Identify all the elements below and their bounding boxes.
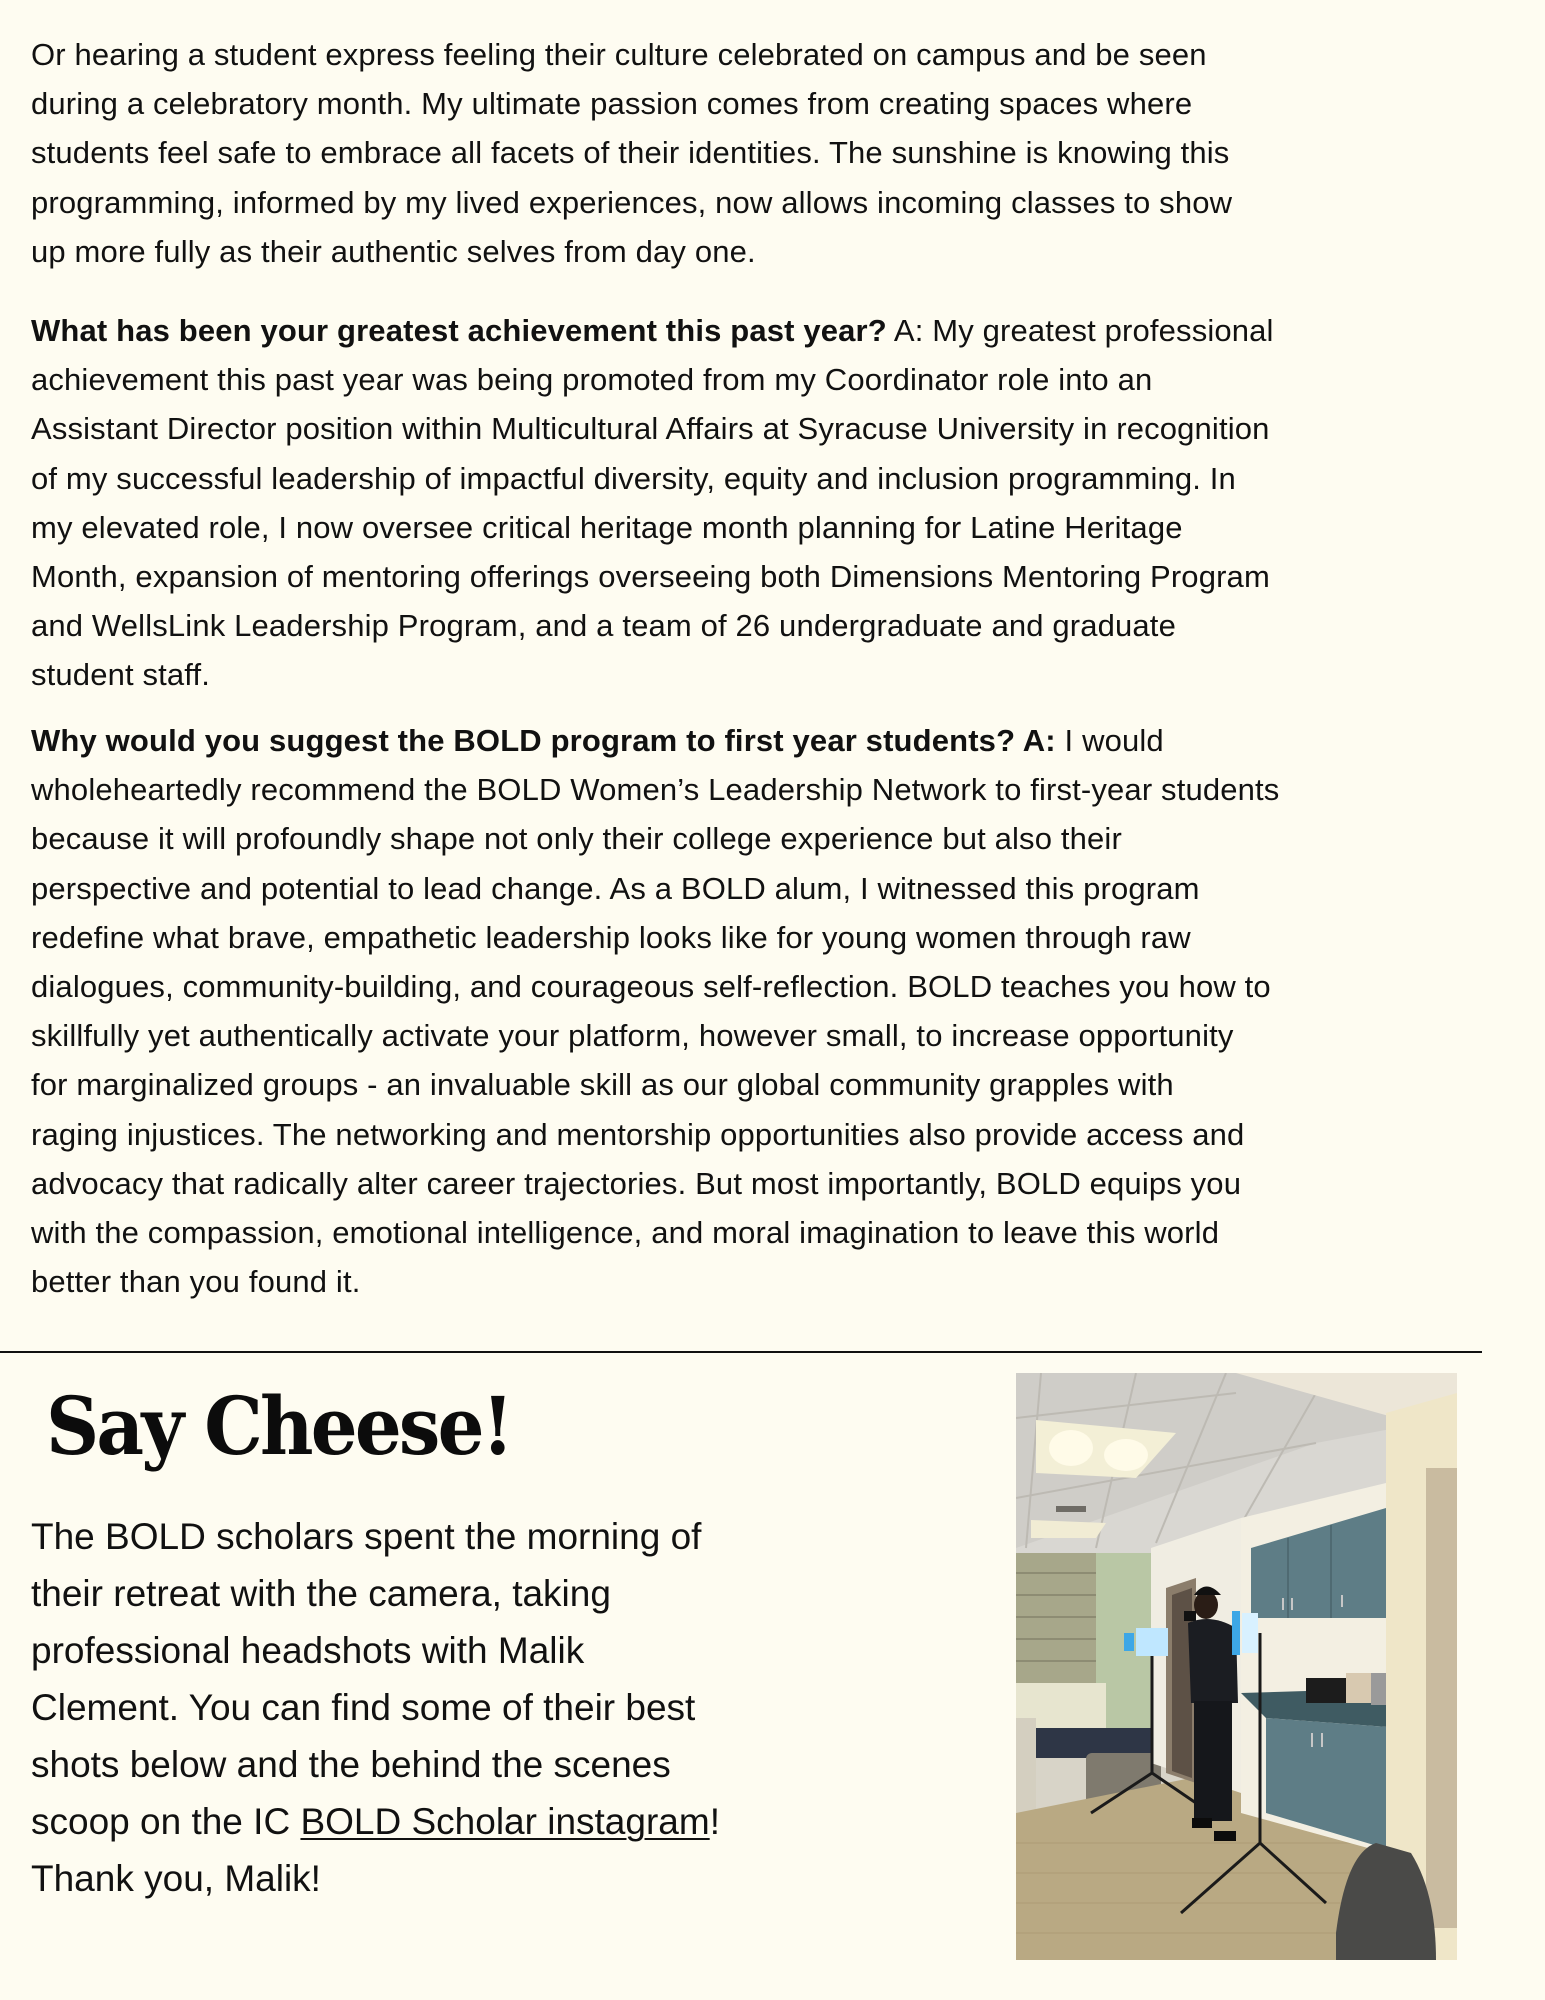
ceiling-light-small: [1031, 1520, 1106, 1538]
led-panel-right: [1242, 1613, 1258, 1653]
text-line: advocacy that radically alter career trajectories. But most importantly, BOLD equips you: [31, 1165, 1242, 1201]
text-line: [31, 1793, 720, 1850]
text-line: [31, 306, 1531, 355]
text-line: Month, expansion of mentoring offerings overseeing both Dimensions Mentoring Program: [31, 559, 1270, 595]
camera: [1184, 1611, 1196, 1621]
text-line: programming, informed by my lived experiences, now allows incoming classes to show: [31, 184, 1233, 220]
cabinet-handle: [1311, 1733, 1313, 1747]
say-cheese-body: [31, 1508, 720, 1907]
answer-text: A: My greatest professional: [886, 313, 1274, 348]
section-divider: [0, 1351, 1482, 1353]
text-line: for marginalized groups - an invaluable skill as our global community grapples with: [31, 1067, 1174, 1103]
article-paragraph-continued: [31, 30, 1531, 276]
link-prefix: scoop on the IC: [31, 1801, 301, 1842]
text-line: better than you found it.: [31, 1264, 361, 1300]
text-line: Thank you, Malik!: [31, 1858, 321, 1899]
text-line: with the compassion, emotional intelligence, and moral imagination to leave this world: [31, 1215, 1220, 1251]
answer-text: I would: [1055, 723, 1164, 758]
cabinet-handle: [1291, 1598, 1293, 1610]
link-suffix: !: [709, 1801, 720, 1842]
text-line: because it will profoundly shape not only their college experience but also their: [31, 821, 1122, 857]
text-line: achievement this past year was being promoted from my Coordinator role into an: [31, 362, 1153, 398]
question-text: What has been your greatest achievement this past year?: [31, 313, 887, 348]
text-line: students feel safe to embrace all facets of their identities. The sunshine is knowing this: [31, 135, 1230, 171]
text-line: skillfully yet authentically activate your platform, however small, to increase opportunity: [31, 1018, 1234, 1054]
text-line: [31, 716, 1531, 765]
text-line: during a celebratory month. My ultimate passion comes from creating spaces where: [31, 86, 1193, 122]
text-line: Assistant Director position within Multicultural Affairs at Syracuse University in recognition: [31, 411, 1270, 447]
behind-the-scenes-photo: [1016, 1373, 1457, 1960]
text-line: of my successful leadership of impactful diversity, equity and inclusion programming. In: [31, 460, 1236, 496]
air-vent: [1056, 1506, 1086, 1512]
text-line: shots below and the behind the scenes: [31, 1744, 671, 1785]
instagram-link[interactable]: BOLD Scholar instagram: [300, 1801, 710, 1842]
light-glow: [1104, 1439, 1148, 1471]
text-line: up more fully as their authentic selves from day one.: [31, 233, 756, 269]
led-barn-door: [1232, 1611, 1240, 1655]
text-line: professional headshots with Malik: [31, 1630, 585, 1671]
led-panel-left: [1136, 1628, 1168, 1656]
text-line: their retreat with the camera, taking: [31, 1573, 611, 1614]
cabinet-handle: [1321, 1733, 1323, 1747]
text-line: dialogues, community-building, and courageous self-reflection. BOLD teaches you how to: [31, 969, 1271, 1005]
cabinet-handle: [1341, 1595, 1343, 1607]
light-glow: [1049, 1430, 1093, 1466]
text-line: redefine what brave, empathetic leadership looks like for young women through raw: [31, 919, 1191, 955]
text-line: The BOLD scholars spent the morning of: [31, 1516, 702, 1557]
text-line: perspective and potential to lead change. As a BOLD alum, I witnessed this program: [31, 870, 1200, 906]
qa-achievement: [31, 306, 1531, 700]
photo-illustration: [1016, 1373, 1457, 1960]
text-line: raging injustices. The networking and mentorship opportunities also provide access and: [31, 1116, 1245, 1152]
answer-label: A:: [1015, 723, 1056, 758]
text-line: Clement. You can find some of their best: [31, 1687, 696, 1728]
text-line: Or hearing a student express feeling their culture celebrated on campus and be seen: [31, 37, 1207, 72]
toaster: [1346, 1673, 1372, 1703]
question-text: Why would you suggest the BOLD program to first year students?: [31, 723, 1016, 758]
led-barn-door: [1124, 1633, 1134, 1651]
camera-bag: [1306, 1678, 1346, 1703]
section-title: Say Cheese!: [46, 1379, 512, 1473]
text-line: wholeheartedly recommend the BOLD Women’s Leadership Network to first-year students: [31, 772, 1280, 808]
door-frame: [1426, 1468, 1457, 1928]
text-line: and WellsLink Leadership Program, and a team of 26 undergraduate and graduate: [31, 608, 1176, 644]
qa-why-bold: [31, 716, 1531, 1306]
text-line: student staff.: [31, 657, 211, 693]
text-line: my elevated role, I now oversee critical heritage month planning for Latine Heritage: [31, 509, 1183, 545]
cabinet-handle: [1282, 1598, 1284, 1610]
